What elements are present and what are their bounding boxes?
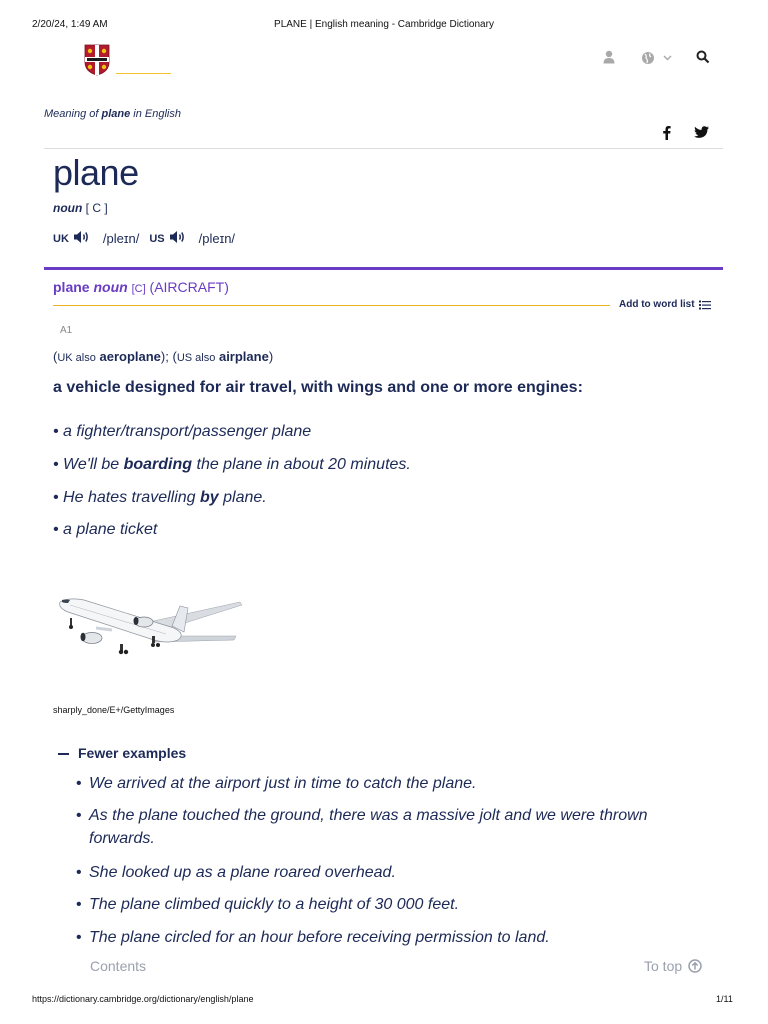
us-audio-icon[interactable] [169, 230, 187, 247]
sense-underline [53, 305, 610, 306]
us-ipa: /pleɪn/ [198, 231, 236, 246]
search-icon[interactable] [696, 50, 710, 64]
twitter-icon[interactable] [694, 126, 709, 139]
variant-spellings: (UK also aeroplane); (US also airplane) [53, 349, 274, 364]
cefr-level-badge: A1 [60, 325, 73, 336]
arrow-up-circle-icon [688, 959, 702, 973]
example-item: • He hates travelling by plane. [53, 489, 267, 506]
add-to-word-list-button[interactable]: Add to word list [619, 299, 711, 310]
to-top-button[interactable]: To top [644, 958, 702, 974]
sense-divider [44, 267, 723, 270]
example-item: • a fighter/transport/passenger plane [53, 423, 312, 440]
variant-airplane[interactable]: airplane [218, 349, 269, 364]
uk-label: UK [53, 232, 69, 245]
contents-link[interactable]: Contents [90, 958, 147, 974]
example-item: • We'll be boarding the plane in about 20 minutes. [53, 456, 411, 473]
more-example-item: • The plane circled for an hour before receiving permission to land. [76, 929, 550, 946]
print-title: PLANE | English meaning - Cambridge Dictionary [274, 19, 494, 30]
example-item: • a plane ticket [53, 521, 158, 538]
fewer-examples-toggle[interactable]: Fewer examples [58, 745, 186, 761]
us-label: US [149, 232, 165, 245]
meaning-of-heading: Meaning of plane in English [44, 108, 181, 120]
logo-underline [116, 73, 171, 74]
pronunciation-line [53, 230, 245, 247]
globe-icon[interactable] [641, 51, 655, 65]
image-credit: sharply_done/E+/GettyImages [53, 705, 175, 715]
uk-ipa: /pleɪn/ [102, 231, 140, 246]
user-icon[interactable] [603, 50, 615, 64]
list-icon [699, 300, 711, 310]
print-url: https://dictionary.cambridge.org/dictionary/english/plane [32, 994, 254, 1004]
uk-audio-icon[interactable] [73, 230, 91, 247]
more-example-item: • The plane climbed quickly to a height of 30 000 feet. [76, 896, 460, 913]
more-example-item: • She looked up as a plane roared overhead. [76, 864, 396, 881]
headword: plane [53, 152, 139, 193]
chevron-down-icon[interactable] [663, 55, 672, 61]
part-of-speech: noun [ C ] [53, 201, 108, 215]
minus-icon [58, 753, 69, 755]
print-datetime: 2/20/24, 1:49 AM [32, 19, 108, 30]
print-page-number: 1/11 [716, 994, 733, 1004]
definition: a vehicle designed for air travel, with wings and one or more engines: [53, 379, 583, 396]
more-example-item: • As the plane touched the ground, there was a massive jolt and we were thrown forwards. [76, 807, 648, 847]
variant-aeroplane[interactable]: aeroplane [99, 349, 161, 364]
sense-header: plane noun [C] (AIRCRAFT) [53, 279, 229, 295]
airplane-image [54, 588, 244, 658]
more-example-item: • We arrived at the airport just in time to catch the plane. [76, 775, 477, 792]
facebook-icon[interactable] [662, 125, 671, 140]
divider [44, 148, 723, 149]
cambridge-shield-logo[interactable] [84, 44, 110, 76]
